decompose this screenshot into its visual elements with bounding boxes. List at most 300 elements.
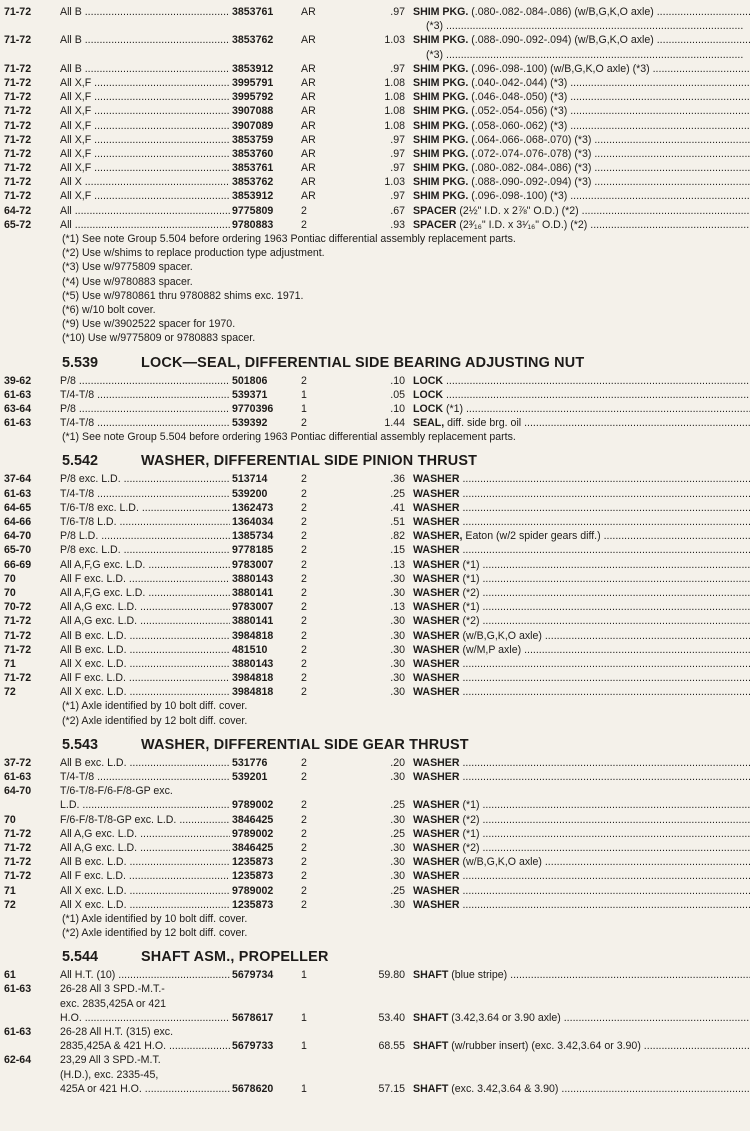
section-5-544-rows [0,968,750,1096]
description-detail: diff. side brg. oil ..... [444,417,750,429]
part-number-cell: 3853761 [232,162,274,175]
years-cell: 64-65 [4,501,32,514]
model-cell: P/8 ..... [60,374,230,388]
description-detail: (w/rubber insert) (exc. 3.42,3.64 or 3.90) ..... [448,1040,750,1052]
description-detail: (exc. 3.42,3.64 & 3.90) ..... [448,1083,750,1095]
description-name: WASHER [413,856,460,869]
quantity-cell: 2 [301,558,307,571]
description-name: SHIM PKG. [413,62,469,75]
description-cell [413,798,750,812]
quantity-cell: 2 [301,856,307,869]
description-detail [460,658,750,670]
table-row [0,1082,750,1096]
section-title: LOCK—SEAL, DIFFERENTIAL SIDE BEARING ADJUSTING NUT [141,354,585,371]
description-cell [413,898,750,912]
section-5-542-header [0,450,750,472]
quantity-cell: 2 [301,374,307,387]
quantity-cell: 2 [301,841,307,854]
description-name: WASHER [413,799,460,812]
years-cell: 71-72 [4,870,32,883]
description-cell [413,600,750,614]
quantity-cell: 2 [301,657,307,670]
part-number-cell: 3995792 [232,91,274,104]
quantity-cell: 2 [301,473,307,486]
years-cell: 71-72 [4,615,32,628]
price-cell: .30 [390,813,405,826]
description-detail: (.052-.054-.056) (*3) ..... [468,105,750,117]
years-cell: 71-72 [4,119,32,132]
quantity-cell: 2 [301,898,307,911]
description-name: WASHER [413,657,460,670]
years-cell: 71-72 [4,827,32,840]
description-cell [413,133,750,147]
model-cell: All A,F,G exc. L.D. ..... [60,558,230,572]
years-cell: 71 [4,657,16,670]
quantity-cell: AR [301,147,316,160]
model-cell: All X,F ..... [60,147,230,161]
model-cell: All F exc. L.D. ..... [60,572,230,586]
description-cell [413,770,750,784]
price-cell: .30 [390,572,405,585]
price-cell: .25 [390,827,405,840]
description-name: SEAL, [413,417,445,430]
description-name: WASHER [413,898,460,911]
price-cell: .25 [390,487,405,500]
description-name: WASHER [413,473,460,486]
part-number-cell: 9778185 [232,544,274,557]
description-detail: (*1) ..... [443,403,750,415]
quantity-cell: AR [301,176,316,189]
description-cell [413,402,750,416]
price-cell: 53.40 [378,1011,405,1024]
description-cell [413,472,750,486]
table-row [0,770,750,784]
part-number-cell: 3880141 [232,615,274,628]
years-cell: 66-69 [4,558,32,571]
table-row [0,869,750,883]
description-cell [413,487,750,501]
quantity-cell: AR [301,62,316,75]
description-detail [460,502,750,514]
footnote: (*10) Use w/9775809 or 9780883 spacer. [62,332,256,345]
section-5-543-rows [0,756,750,912]
model-cell: All B exc. L.D. ..... [60,629,230,643]
section-5-539-header [0,352,750,374]
description-cell [413,629,750,643]
table-row-continuation [0,19,750,33]
description-name: SHIM PKG. [413,162,469,175]
years-cell: 71-72 [4,856,32,869]
section-title: SHAFT ASM., PROPELLER [141,949,329,966]
description-detail [443,375,750,387]
part-number-cell: 3853759 [232,133,274,146]
part-number-cell: 9789002 [232,884,274,897]
quantity-cell: 1 [301,969,307,982]
model-cell: All B ..... [60,33,230,47]
model-cell: All A,F,G exc. L.D. ..... [60,586,230,600]
price-cell: .05 [390,388,405,401]
description-detail: (.064-.066-.068-.070) (*3) ..... [468,134,750,146]
price-cell: .13 [390,601,405,614]
description-detail [460,885,750,897]
part-number-cell: 3984818 [232,672,274,685]
quantity-cell: 2 [301,756,307,769]
years-cell: 63-64 [4,402,32,415]
description-name: SHIM PKG. [413,91,469,104]
part-number-cell: 9770396 [232,402,274,415]
table-row [0,1039,750,1053]
description-cell [413,175,750,189]
description-cell [413,884,750,898]
model-cell: T/4-T/8 ..... [60,770,230,784]
description-cell [413,529,750,543]
price-cell: .30 [390,657,405,670]
description-detail: (w/B,G,K,O axle) ..... [460,630,750,642]
description-cell [413,501,750,515]
years-cell: 37-72 [4,756,32,769]
price-cell: .30 [390,586,405,599]
part-number-cell: 1235873 [232,870,274,883]
quantity-cell: 2 [301,530,307,543]
description-name: WASHER [413,827,460,840]
price-cell: .25 [390,884,405,897]
description-detail [460,757,750,769]
years-cell: 61-63 [4,1026,32,1038]
part-number-cell: 1235873 [232,898,274,911]
part-number-cell: 3853762 [232,176,274,189]
description-name: SHAFT [413,1082,449,1095]
years-cell: 61-63 [4,983,32,996]
table-row [0,1025,750,1039]
table-row [0,529,750,543]
years-cell: 71-72 [4,105,32,118]
quantity-cell: AR [301,76,316,89]
part-number-cell: 539371 [232,388,268,401]
model-cell: L.D. ..... [60,798,230,812]
part-number-cell: 481510 [232,643,268,656]
table-row [0,586,750,600]
section-5-544-header [0,946,750,968]
table-row [0,657,750,671]
quantity-cell: 2 [301,771,307,783]
model-cell: P/8 L.D. ..... [60,529,230,543]
description-cell [413,869,750,883]
quantity-cell: 2 [301,686,307,699]
section-5-543-notes [0,912,750,940]
part-number-cell: 5679734 [232,969,274,982]
price-cell: .30 [390,841,405,854]
price-cell: .30 [390,856,405,869]
description-name: WASHER [413,558,460,571]
table-row [0,119,750,133]
part-number-cell: 1362473 [232,501,274,514]
years-cell: 71-72 [4,643,32,656]
price-cell: .25 [390,799,405,812]
model-cell: All X exc. L.D. ..... [60,884,230,898]
part-number-cell: 3880141 [232,586,274,599]
price-cell: 1.44 [384,417,405,430]
table-row [0,756,750,770]
price-cell: .51 [390,516,405,528]
model-cell: All A,G exc. L.D. ..... [60,614,230,628]
years-cell: 72 [4,686,16,699]
model-cell: 2835,425A & 421 H.O. ..... [60,1039,230,1053]
quantity-cell: 2 [301,204,307,217]
description-cell [413,119,750,133]
price-cell: .36 [390,473,405,486]
years-cell: 61-63 [4,771,32,783]
model-cell: 425A or 421 H.O. ..... [60,1082,230,1096]
description-cell [413,189,750,203]
section-5-542-notes [0,699,750,727]
price-cell: .67 [390,204,405,217]
years-cell: 70-72 [4,601,32,614]
table-row [0,104,750,118]
footnote: (*5) Use w/9780861 thru 9780882 shims exc. 1971. [62,289,304,302]
description-detail: (.088-.090-.092-.094) (*3) ..... [468,176,750,188]
part-number-cell: 531776 [232,756,268,769]
price-cell: .15 [390,544,405,557]
price-cell: .30 [390,643,405,656]
table-row [0,898,750,912]
price-cell: .97 [390,147,405,160]
years-cell: 64-70 [4,530,32,543]
description-cell [413,62,750,76]
model-cell: All B exc. L.D. ..... [60,643,230,657]
description-detail: Eaton (w/2 spider gears diff.) ..... [462,530,750,542]
table-row-continuation [0,48,750,62]
model-cell: P/8 exc. L.D. ..... [60,472,230,486]
price-cell: 59.80 [378,969,405,982]
part-number-cell: 3853912 [232,62,274,75]
description-cell [413,90,750,104]
years-cell: 61-63 [4,388,32,401]
quantity-cell: 1 [301,1011,307,1024]
price-cell: .82 [390,530,405,543]
table-row [0,388,750,402]
model-cell: 26-28 All 3 SPD.-M.T.- [60,983,165,996]
table-row [0,487,750,501]
description-cell [413,104,750,118]
years-cell: 65-70 [4,544,32,557]
years-cell: 64-70 [4,785,32,798]
table-row [0,685,750,699]
description-name: SHAFT [413,969,449,982]
years-cell: 71-72 [4,841,32,854]
description-detail [460,672,750,684]
model-cell: All ..... [60,218,230,232]
model-cell: 26-28 All H.T. (315) exc. [60,1026,174,1038]
part-number-cell: 5678620 [232,1082,274,1095]
section-title: WASHER, DIFFERENTIAL SIDE PINION THRUST [141,453,478,470]
price-cell: .93 [390,218,405,231]
footnote: (*3) Use w/9775809 spacer. [62,261,193,274]
model-cell: P/8 ..... [60,402,230,416]
description-detail: (.040-.042-.044) (*3) ..... [468,77,750,89]
part-number-cell: 3853762 [232,34,274,47]
description-detail: (.088-.090-.092-.094) (w/B,G,K,O axle) ..... [468,34,750,46]
years-cell: 72 [4,898,16,911]
years-cell: 71-72 [4,147,32,160]
description-detail: (*1) ..... [460,799,750,811]
model-cell: All ..... [60,204,230,218]
table-row [0,76,750,90]
table-row [0,161,750,175]
years-cell: 71-72 [4,62,32,75]
part-number-cell: 1235873 [232,856,274,869]
description-detail [460,686,750,698]
description-name: WASHER [413,615,460,628]
price-cell: .30 [390,686,405,699]
table-row [0,827,750,841]
table-row [0,968,750,982]
description-name: WASHER, [413,530,463,543]
description-name: WASHER [413,501,460,514]
model-cell: All A,G exc. L.D. ..... [60,841,230,855]
table-row [0,558,750,572]
model-cell: All X,F ..... [60,189,230,203]
price-cell: 1.08 [384,76,405,89]
description-name: WASHER [413,601,460,614]
description-name: WASHER [413,813,460,826]
description-name: WASHER [413,884,460,897]
description-name: SHIM PKG. [413,119,469,132]
description-cell [413,543,750,557]
price-cell: .97 [390,190,405,203]
model-cell: All X,F ..... [60,90,230,104]
description-detail: (*1) ..... [460,573,750,585]
price-cell: .30 [390,870,405,883]
years-cell: 37-64 [4,473,32,486]
part-number-cell: 3853760 [232,147,274,160]
description-cell [413,76,750,90]
description-cell [413,756,750,770]
description-detail: (w/B,G,K,O axle) ..... [460,856,750,868]
description-name: LOCK [413,402,444,415]
description-detail: (*2) ..... [460,814,750,826]
part-number-cell: 9783007 [232,601,274,614]
price-cell: 1.08 [384,119,405,132]
table-row [0,798,750,812]
table-row [0,543,750,557]
table-row [0,5,750,19]
description-detail: (.080-.082-.084-.086) (w/B,G,K,O axle) ..... [468,6,750,18]
part-number-cell: 3995791 [232,76,274,89]
description-name: WASHER [413,686,460,699]
part-number-cell: 3907089 [232,119,274,132]
table-row [0,90,750,104]
years-cell: 61-63 [4,487,32,500]
price-cell: .97 [390,133,405,146]
part-number-cell: 5679733 [232,1040,274,1053]
quantity-cell: 2 [301,813,307,826]
quantity-cell: 1 [301,1082,307,1095]
description-detail: (2½" I.D. x 2⅞" O.D.) (*2) ..... [456,205,750,217]
price-cell: .97 [390,62,405,75]
description-name: SHAFT [413,1011,449,1024]
table-row [0,841,750,855]
section-5-543-header [0,734,750,756]
table-row [0,218,750,232]
model-cell: T/4-T/8 ..... [60,416,230,430]
section-5-539-notes [0,430,750,444]
table-row [0,175,750,189]
model-cell: All X ..... [60,175,230,189]
description-name: WASHER [413,487,460,500]
model-cell: All F exc. L.D. ..... [60,671,230,685]
description-detail: (.072-.074-.076-.078) (*3) ..... [468,148,750,160]
price-cell: .97 [390,6,405,18]
model-cell: (H.D.), exc. 2335-45, [60,1068,159,1081]
model-cell: All X exc. L.D. ..... [60,685,230,699]
price-cell: 1.03 [384,176,405,189]
description-continuation: (*3) ..... [426,19,750,33]
price-cell: .20 [390,756,405,769]
table-row [0,402,750,416]
description-detail: (*2) ..... [460,615,750,627]
description-name: WASHER [413,870,460,883]
section-number: 5.543 [62,736,99,753]
description-cell [413,147,750,161]
model-cell: H.O. ..... [60,1011,230,1025]
description-cell [413,1011,750,1025]
part-number-cell: 9783007 [232,558,274,571]
model-cell: All X,F ..... [60,161,230,175]
table-row [0,1053,750,1067]
years-cell: 70 [4,586,16,599]
description-name: LOCK [413,374,444,387]
model-cell: All X,F ..... [60,104,230,118]
model-cell: exc. 2835,425A or 421 [60,997,167,1010]
description-cell [413,5,750,19]
model-cell: All X exc. L.D. ..... [60,657,230,671]
part-number-cell: 3907088 [232,105,274,118]
quantity-cell: 2 [301,516,307,528]
part-number-cell: 3880143 [232,572,274,585]
quantity-cell: 2 [301,572,307,585]
footnote: (*1) See note Group 5.504 before ordering 1963 Pontiac differential assembly replacement parts. [62,431,516,444]
description-name: SHIM PKG. [413,76,469,89]
description-detail: (*2) ..... [460,842,750,854]
table-row [0,515,750,529]
years-cell: 65-72 [4,218,32,231]
footnote: (*2) Axle identified by 12 bolt diff. cover. [62,714,248,727]
quantity-cell: 2 [301,218,307,231]
quantity-cell: 2 [301,601,307,614]
description-name: SHAFT [413,1040,449,1053]
description-cell [413,1082,750,1096]
description-detail [460,771,750,783]
years-cell: 62-64 [4,1054,32,1067]
price-cell: .30 [390,615,405,628]
description-detail [460,899,750,911]
shim-spacer-list [0,5,750,232]
table-row [0,133,750,147]
model-cell: T/6-T/8 L.D. ..... [60,515,230,529]
section-5-539-rows [0,374,750,431]
description-cell [413,643,750,657]
description-cell [413,685,750,699]
description-cell [413,671,750,685]
price-cell: .30 [390,771,405,783]
description-name: WASHER [413,841,460,854]
price-cell: .41 [390,501,405,514]
price-cell: 1.03 [384,34,405,47]
part-number-cell: 1364034 [232,516,274,528]
part-number-cell: 5678617 [232,1011,274,1024]
table-row [0,813,750,827]
footnote: (*4) Use w/9780883 spacer. [62,275,193,288]
